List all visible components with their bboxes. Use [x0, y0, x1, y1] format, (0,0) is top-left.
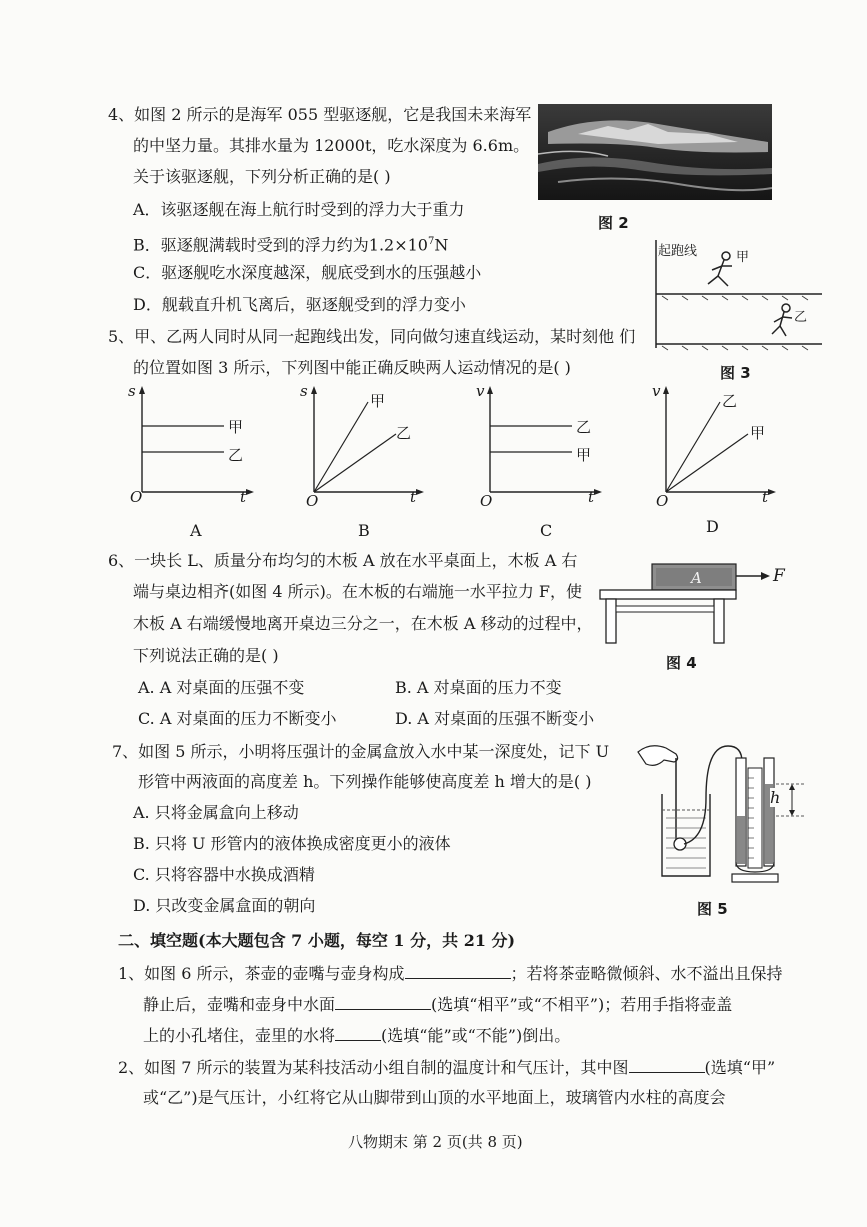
figure-3-caption: 图 3: [720, 364, 751, 382]
q5-graph-a-line2-label: 乙: [228, 446, 244, 464]
figure-3-start-line-label: 起跑线: [658, 244, 698, 259]
q6-stem-line4: 下列说法正确的是( ): [133, 646, 279, 665]
q5-graph-d: [648, 382, 778, 512]
fill-1-blank-2[interactable]: [335, 993, 431, 1010]
q6-stem-line3: 木板 A 右端缓慢地离开桌边三分之一，在木板 A 移动的过程中，: [133, 614, 593, 633]
q6-option-a: A. A 对桌面的压强不变: [138, 678, 305, 697]
q6-stem-line1: 6、一块长 L、质量分布均匀的木板 A 放在水平桌面上，木板 A 右: [108, 551, 578, 570]
q7-option-a: A. 只将金属盒向上移动: [133, 803, 299, 822]
q6-option-c: C. A 对桌面的压力不断变小: [138, 709, 337, 728]
fill-1-line3: [143, 1024, 570, 1047]
q6-stem-line2: 端与桌边相齐(如图 4 所示)。在木板的右端施一水平拉力 F，使: [133, 582, 583, 601]
q5-graph-b: [296, 382, 426, 512]
q5-graph-b-option-label: B: [358, 521, 370, 540]
fill-1-line1: [118, 962, 783, 985]
figure-4-force-label: F: [773, 566, 785, 586]
q5-stem-line1: 5、甲、乙两人同时从同一起跑线出发，同向做匀速直线运动，某时刻他 们: [108, 327, 636, 346]
figure-5-caption: 图 5: [697, 900, 728, 918]
fill-1-line3-text-b: (选填“能”或“不能”)倒出。: [381, 1026, 571, 1045]
q5-graph-a-origin: O: [130, 488, 143, 506]
figure-3-start-line-scene: [652, 240, 824, 352]
fill-2-line1-text-b: (选填“甲”: [704, 1058, 776, 1077]
q6-option-d: D. A 对桌面的压强不断变小: [395, 709, 595, 728]
q4-option-b-text: B．驱逐舰满载时受到的浮力约为: [133, 235, 369, 255]
fill-1-blank-3[interactable]: [335, 1024, 381, 1041]
q5-graph-c-option-label: C: [540, 521, 553, 540]
q5-graph-d-line1-label: 乙: [722, 392, 738, 410]
fill-1-blank-1[interactable]: [405, 962, 511, 979]
q5-graph-d-xlabel: t: [762, 488, 769, 506]
q5-graph-c-line2-label: 甲: [576, 446, 592, 464]
q5-graph-b-xlabel: t: [410, 488, 417, 506]
q7-stem-line1: 7、如图 5 所示，小明将压强计的金属盒放入水中某一深度处，记下 U: [112, 742, 610, 761]
fill-1-line2-text-a: 静止后，壶嘴和壶身中水面: [143, 995, 336, 1014]
page-footer: 八物期末 第 2 页(共 8 页): [348, 1133, 523, 1151]
figure-3-runner-jia-label: 甲: [736, 250, 750, 265]
q7-option-d: D. 只改变金属盒面的朝向: [133, 896, 316, 915]
q7-option-c: C. 只将容器中水换成酒精: [133, 865, 315, 884]
figure-3-runner-yi-label: 乙: [794, 310, 808, 325]
q4-stem-line2: 的中坚力量。其排水量为 12000t，吃水深度为 6.6m。: [133, 136, 530, 155]
q5-graph-b-line2-label: 乙: [396, 424, 412, 442]
q5-graph-a-xlabel: t: [240, 488, 247, 506]
q5-graph-c-line1-label: 乙: [576, 418, 592, 436]
q4-stem-line3: 关于该驱逐舰，下列分析正确的是( ): [133, 167, 391, 186]
fill-2-line2: 或“乙”)是气压计，小红将它从山脚带到山顶的水平地面上，玻璃管内水柱的高度会: [143, 1088, 726, 1107]
q5-graph-d-ylabel: v: [652, 382, 661, 400]
q4-option-b-value: 1.2×10: [368, 235, 428, 255]
q7-stem-line2: 形管中两液面的高度差 h。下列操作能够使高度差 h 增大的是( ): [138, 772, 592, 791]
q5-stem-line2: 的位置如图 3 所示，下列图中能正确反映两人运动情况的是( ): [133, 358, 571, 377]
section-2-title: 二、填空题(本大题包含 7 小题，每空 1 分，共 21 分): [118, 931, 516, 950]
q7-option-b: B. 只将 U 形管内的液体换成密度更小的液体: [133, 834, 451, 853]
figure-2-caption: 图 2: [598, 214, 629, 232]
fill-1-line3-text-a: 上的小孔堵住，壶里的水将: [143, 1026, 336, 1045]
q5-graph-a: [126, 382, 256, 512]
q5-graph-d-line2-label: 甲: [750, 424, 766, 442]
q5-graph-c-ylabel: v: [476, 382, 485, 400]
fill-1-line2-text-b: (选填“相平”或“不相平”)；若用手指将壶盖: [431, 995, 733, 1014]
fill-2-blank-1[interactable]: [629, 1056, 705, 1073]
q5-graph-b-ylabel: s: [300, 382, 308, 400]
figure-4-table-board: [596, 560, 796, 646]
q4-option-d: D．舰载直升机飞离后，驱逐舰受到的浮力变小: [133, 295, 466, 314]
q5-graph-a-line1-label: 甲: [228, 418, 244, 436]
figure-5-h-label: h: [770, 788, 781, 807]
q4-option-a: A．该驱逐舰在海上航行时受到的浮力大于重力: [133, 200, 465, 219]
q5-graph-c-xlabel: t: [588, 488, 595, 506]
q5-graph-c-origin: O: [480, 492, 493, 510]
q5-graph-b-origin: O: [306, 492, 319, 510]
q4-option-b-exponent: 7: [427, 236, 435, 247]
fill-1-line1-text-b: ；若将茶壶略微倾斜、水不溢出且保持: [510, 964, 783, 983]
q5-graph-b-line1-label: 甲: [370, 392, 386, 410]
q4-option-b-unit: N: [434, 235, 449, 255]
fill-1-line2: [143, 993, 732, 1016]
figure-4-caption: 图 4: [666, 654, 697, 672]
figure-4-board-label: A: [691, 569, 702, 587]
q4-option-c: C．驱逐舰吃水深度越深，舰底受到水的压强越小: [133, 263, 482, 282]
q5-graph-d-origin: O: [656, 492, 669, 510]
q5-graph-d-option-label: D: [706, 517, 719, 536]
fill-2-line1: [118, 1056, 775, 1079]
fill-1-line1-text-a: 1、如图 6 所示，茶壶的壶嘴与壶身构成: [118, 964, 405, 983]
q4-stem-line1: 4、如图 2 所示的是海军 055 型驱逐舰，它是我国未来海军: [108, 105, 532, 124]
q6-option-b: B. A 对桌面的压力不变: [395, 678, 562, 697]
q5-graph-c: [474, 382, 604, 512]
figure-5-manometer: [636, 738, 806, 886]
q5-graph-a-option-label: A: [190, 521, 202, 540]
figure-2-destroyer-photo: [538, 104, 772, 200]
q5-graph-a-ylabel: s: [128, 382, 136, 400]
fill-2-line1-text-a: 2、如图 7 所示的装置为某科技活动小组自制的温度计和气压计，其中图: [118, 1058, 629, 1077]
q4-option-b: [133, 231, 448, 256]
